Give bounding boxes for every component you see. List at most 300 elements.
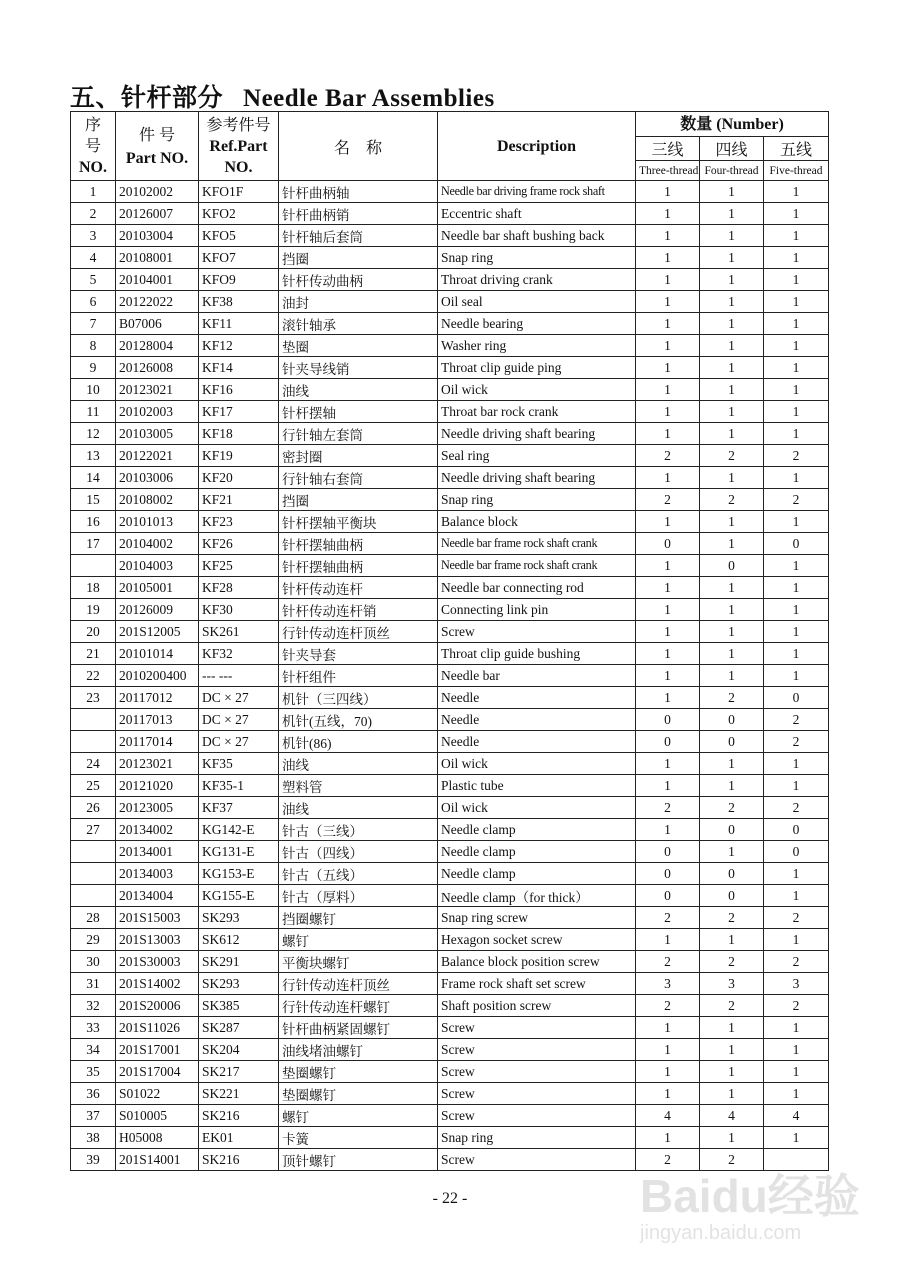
row-no <box>71 555 116 577</box>
qty-four-thread: 1 <box>700 357 764 379</box>
qty-four-thread: 2 <box>700 1149 764 1171</box>
header-ref <box>199 112 279 181</box>
qty-three-thread: 1 <box>636 1127 700 1149</box>
qty-five-thread: 2 <box>764 907 829 929</box>
qty-three-thread: 1 <box>636 775 700 797</box>
part-number: 201S14002 <box>116 973 199 995</box>
row-no: 3 <box>71 225 116 247</box>
name-cn: 针杆轴后套筒 <box>279 225 438 247</box>
table-row <box>71 709 829 731</box>
qty-three-thread: 1 <box>636 401 700 423</box>
description: Oil wick <box>438 753 636 775</box>
row-no: 23 <box>71 687 116 709</box>
qty-five-thread: 1 <box>764 423 829 445</box>
name-cn: 垫圈螺钉 <box>279 1061 438 1083</box>
qty-five-thread: 1 <box>764 291 829 313</box>
name-cn: 针杆传动连杆 <box>279 577 438 599</box>
description: Needle <box>438 709 636 731</box>
ref-part-number: SK204 <box>199 1039 279 1061</box>
row-no: 17 <box>71 533 116 555</box>
table-row <box>71 929 829 951</box>
row-no: 30 <box>71 951 116 973</box>
name-cn: 机针(86) <box>279 731 438 753</box>
header-number: 数量 (Number) <box>636 112 829 137</box>
qty-three-thread: 1 <box>636 291 700 313</box>
header-seq-line: 序 <box>84 116 101 134</box>
description: Screw <box>438 1149 636 1171</box>
row-no: 18 <box>71 577 116 599</box>
qty-three-thread: 0 <box>636 841 700 863</box>
qty-three-thread: 1 <box>636 665 700 687</box>
table-row <box>71 599 829 621</box>
row-no: 2 <box>71 203 116 225</box>
description: Snap ring <box>438 1127 636 1149</box>
qty-three-thread: 1 <box>636 555 700 577</box>
name-cn: 油线 <box>279 379 438 401</box>
table-row <box>71 841 829 863</box>
qty-four-thread: 2 <box>700 445 764 467</box>
ref-part-number: SK287 <box>199 1017 279 1039</box>
table-row <box>71 445 829 467</box>
part-number: 20123021 <box>116 379 199 401</box>
part-number: 201S15003 <box>116 907 199 929</box>
qty-five-thread: 1 <box>764 1061 829 1083</box>
ref-part-number: EK01 <box>199 1127 279 1149</box>
qty-three-thread: 3 <box>636 973 700 995</box>
qty-three-thread: 1 <box>636 1083 700 1105</box>
name-cn: 针夹导线销 <box>279 357 438 379</box>
qty-four-thread: 1 <box>700 247 764 269</box>
ref-part-number: KF12 <box>199 335 279 357</box>
part-number: 201S20006 <box>116 995 199 1017</box>
part-number: 201S13003 <box>116 929 199 951</box>
table-row <box>71 1039 829 1061</box>
qty-five-thread: 2 <box>764 445 829 467</box>
qty-four-thread: 1 <box>700 291 764 313</box>
qty-five-thread: 0 <box>764 841 829 863</box>
ref-part-number: SK216 <box>199 1149 279 1171</box>
part-number: 201S17004 <box>116 1061 199 1083</box>
ref-part-number: KFO7 <box>199 247 279 269</box>
qty-four-thread: 1 <box>700 269 764 291</box>
qty-four-thread: 1 <box>700 511 764 533</box>
description: Needle driving shaft bearing <box>438 467 636 489</box>
qty-five-thread: 2 <box>764 489 829 511</box>
watermark-url: jingyan.baidu.com <box>640 1222 802 1244</box>
row-no: 34 <box>71 1039 116 1061</box>
description: Eccentric shaft <box>438 203 636 225</box>
header-part-line: Part NO. <box>125 149 189 167</box>
part-number: 201S11026 <box>116 1017 199 1039</box>
qty-three-thread: 1 <box>636 1039 700 1061</box>
name-cn: 挡圈螺钉 <box>279 907 438 929</box>
qty-four-thread: 1 <box>700 313 764 335</box>
table-row <box>71 533 829 555</box>
name-cn: 行针传动连杆顶丝 <box>279 621 438 643</box>
ref-part-number: --- --- <box>199 665 279 687</box>
row-no: 32 <box>71 995 116 1017</box>
row-no: 5 <box>71 269 116 291</box>
row-no: 10 <box>71 379 116 401</box>
qty-three-thread: 1 <box>636 247 700 269</box>
name-cn: 针杆摆轴曲柄 <box>279 533 438 555</box>
title-en: Needle Bar Assemblies <box>243 85 495 112</box>
name-cn: 滚针轴承 <box>279 313 438 335</box>
qty-four-thread: 0 <box>700 555 764 577</box>
table-row <box>71 335 829 357</box>
ref-part-number: KG131-E <box>199 841 279 863</box>
qty-five-thread: 0 <box>764 819 829 841</box>
qty-four-thread: 1 <box>700 929 764 951</box>
qty-four-thread: 1 <box>700 335 764 357</box>
table-row <box>71 489 829 511</box>
ref-part-number: KF19 <box>199 445 279 467</box>
description: Needle bearing <box>438 313 636 335</box>
qty-five-thread: 1 <box>764 401 829 423</box>
name-cn: 螺钉 <box>279 929 438 951</box>
qty-three-thread: 1 <box>636 181 700 203</box>
table-row <box>71 885 829 907</box>
part-number: 20104002 <box>116 533 199 555</box>
qty-five-thread: 1 <box>764 555 829 577</box>
table-row <box>71 1083 829 1105</box>
part-number: 20105001 <box>116 577 199 599</box>
ref-part-number: DC × 27 <box>199 731 279 753</box>
table-row <box>71 291 829 313</box>
ref-part-number: KF35 <box>199 753 279 775</box>
qty-four-thread: 1 <box>700 181 764 203</box>
name-cn: 行针轴右套筒 <box>279 467 438 489</box>
watermark-logo: Baidu经验 <box>640 1170 860 1222</box>
qty-five-thread: 1 <box>764 1083 829 1105</box>
part-number: 20126007 <box>116 203 199 225</box>
qty-three-thread: 2 <box>636 907 700 929</box>
qty-five-thread: 1 <box>764 181 829 203</box>
qty-three-thread: 1 <box>636 577 700 599</box>
qty-four-thread: 1 <box>700 401 764 423</box>
name-cn: 油线 <box>279 797 438 819</box>
ref-part-number: KG153-E <box>199 863 279 885</box>
qty-four-thread: 1 <box>700 1039 764 1061</box>
row-no: 16 <box>71 511 116 533</box>
ref-part-number: SK261 <box>199 621 279 643</box>
qty-four-thread: 0 <box>700 885 764 907</box>
qty-five-thread: 1 <box>764 357 829 379</box>
part-number: S010005 <box>116 1105 199 1127</box>
name-cn: 针杆摆轴平衡块 <box>279 511 438 533</box>
part-number: 20108002 <box>116 489 199 511</box>
qty-four-thread: 1 <box>700 577 764 599</box>
qty-three-thread: 0 <box>636 885 700 907</box>
ref-part-number: KG142-E <box>199 819 279 841</box>
part-number: 20117013 <box>116 709 199 731</box>
qty-five-thread: 1 <box>764 1017 829 1039</box>
description: Needle bar connecting rod <box>438 577 636 599</box>
name-cn: 塑料管 <box>279 775 438 797</box>
table-row <box>71 247 829 269</box>
row-no: 37 <box>71 1105 116 1127</box>
qty-three-thread: 1 <box>636 643 700 665</box>
qty-four-thread: 1 <box>700 379 764 401</box>
description: Shaft position screw <box>438 995 636 1017</box>
row-no: 12 <box>71 423 116 445</box>
qty-five-thread: 2 <box>764 951 829 973</box>
header-seq-line: 号 <box>84 137 101 155</box>
qty-three-thread: 2 <box>636 995 700 1017</box>
ref-part-number: KF16 <box>199 379 279 401</box>
table-row <box>71 797 829 819</box>
qty-five-thread: 1 <box>764 511 829 533</box>
part-number: 20134004 <box>116 885 199 907</box>
header-seq-line: NO. <box>79 158 107 176</box>
description: Hexagon socket screw <box>438 929 636 951</box>
name-cn: 密封圈 <box>279 445 438 467</box>
table-row <box>71 775 829 797</box>
row-no: 6 <box>71 291 116 313</box>
qty-three-thread: 0 <box>636 863 700 885</box>
name-cn: 针杆组件 <box>279 665 438 687</box>
name-cn: 针杆曲柄销 <box>279 203 438 225</box>
description: Frame rock shaft set screw <box>438 973 636 995</box>
table-row <box>71 1127 829 1149</box>
ref-part-number: KF35-1 <box>199 775 279 797</box>
table-row <box>71 1017 829 1039</box>
part-number: 20123021 <box>116 753 199 775</box>
qty-three-thread: 2 <box>636 489 700 511</box>
qty-three-thread: 1 <box>636 467 700 489</box>
header-five-cn: 五线 <box>764 137 829 161</box>
qty-three-thread: 1 <box>636 357 700 379</box>
qty-four-thread: 1 <box>700 225 764 247</box>
table-row <box>71 819 829 841</box>
qty-five-thread: 2 <box>764 709 829 731</box>
ref-part-number: SK221 <box>199 1083 279 1105</box>
qty-five-thread: 1 <box>764 643 829 665</box>
table-row <box>71 357 829 379</box>
qty-five-thread: 1 <box>764 379 829 401</box>
name-cn: 垫圈螺钉 <box>279 1083 438 1105</box>
ref-part-number: SK293 <box>199 973 279 995</box>
table-header <box>71 112 829 181</box>
description: Snap ring <box>438 247 636 269</box>
row-no: 25 <box>71 775 116 797</box>
part-number: 20126008 <box>116 357 199 379</box>
name-cn: 行针传动连杆顶丝 <box>279 973 438 995</box>
part-number: 20104001 <box>116 269 199 291</box>
table-row <box>71 1061 829 1083</box>
qty-five-thread: 0 <box>764 687 829 709</box>
qty-five-thread: 2 <box>764 797 829 819</box>
qty-three-thread: 1 <box>636 929 700 951</box>
table-row <box>71 731 829 753</box>
ref-part-number: KF14 <box>199 357 279 379</box>
row-no: 39 <box>71 1149 116 1171</box>
part-number: 20102002 <box>116 181 199 203</box>
qty-four-thread: 3 <box>700 973 764 995</box>
qty-four-thread: 0 <box>700 863 764 885</box>
qty-five-thread: 1 <box>764 577 829 599</box>
qty-three-thread: 0 <box>636 731 700 753</box>
row-no: 22 <box>71 665 116 687</box>
ref-part-number: KF18 <box>199 423 279 445</box>
qty-four-thread: 0 <box>700 819 764 841</box>
description: Balance block <box>438 511 636 533</box>
ref-part-number: KF25 <box>199 555 279 577</box>
row-no: 24 <box>71 753 116 775</box>
name-cn: 针杆曲柄轴 <box>279 181 438 203</box>
row-no: 35 <box>71 1061 116 1083</box>
part-number: 201S14001 <box>116 1149 199 1171</box>
ref-part-number: SK612 <box>199 929 279 951</box>
name-cn: 油封 <box>279 291 438 313</box>
ref-part-number: KFO1F <box>199 181 279 203</box>
part-number: 20117014 <box>116 731 199 753</box>
description: Oil wick <box>438 379 636 401</box>
name-cn: 针杆传动连杆销 <box>279 599 438 621</box>
row-no: 7 <box>71 313 116 335</box>
row-no <box>71 885 116 907</box>
qty-four-thread: 1 <box>700 1061 764 1083</box>
table-row <box>71 1105 829 1127</box>
qty-three-thread: 1 <box>636 753 700 775</box>
part-number: 20123005 <box>116 797 199 819</box>
name-cn: 平衡块螺钉 <box>279 951 438 973</box>
qty-four-thread: 2 <box>700 797 764 819</box>
description: Seal ring <box>438 445 636 467</box>
description: Washer ring <box>438 335 636 357</box>
part-number: 20134002 <box>116 819 199 841</box>
qty-five-thread: 1 <box>764 335 829 357</box>
ref-part-number: KF38 <box>199 291 279 313</box>
header-name-cn: 名 称 <box>279 112 438 181</box>
part-number: 20134001 <box>116 841 199 863</box>
description: Needle clamp <box>438 819 636 841</box>
qty-three-thread: 1 <box>636 599 700 621</box>
qty-four-thread: 2 <box>700 995 764 1017</box>
table-row <box>71 995 829 1017</box>
description: Screw <box>438 621 636 643</box>
qty-five-thread: 1 <box>764 203 829 225</box>
qty-five-thread: 1 <box>764 247 829 269</box>
ref-part-number: KG155-E <box>199 885 279 907</box>
qty-three-thread: 1 <box>636 379 700 401</box>
qty-four-thread: 0 <box>700 731 764 753</box>
description: Screw <box>438 1061 636 1083</box>
name-cn: 行针轴左套筒 <box>279 423 438 445</box>
name-cn: 挡圈 <box>279 247 438 269</box>
table-row <box>71 753 829 775</box>
name-cn: 针古（四线） <box>279 841 438 863</box>
part-number: 20103006 <box>116 467 199 489</box>
description: Screw <box>438 1083 636 1105</box>
name-cn: 油线堵油螺钉 <box>279 1039 438 1061</box>
qty-three-thread: 1 <box>636 621 700 643</box>
ref-part-number: KFO2 <box>199 203 279 225</box>
qty-four-thread: 2 <box>700 951 764 973</box>
name-cn: 顶针螺钉 <box>279 1149 438 1171</box>
part-number: 20101013 <box>116 511 199 533</box>
qty-five-thread: 1 <box>764 225 829 247</box>
name-cn: 油线 <box>279 753 438 775</box>
ref-part-number: KFO9 <box>199 269 279 291</box>
qty-three-thread: 4 <box>636 1105 700 1127</box>
ref-part-number: KF30 <box>199 599 279 621</box>
row-no <box>71 731 116 753</box>
part-number: 20134003 <box>116 863 199 885</box>
header-four-cn: 四线 <box>700 137 764 161</box>
qty-five-thread: 1 <box>764 775 829 797</box>
part-number: B07006 <box>116 313 199 335</box>
part-number: 20102003 <box>116 401 199 423</box>
description: Needle bar frame rock shaft crank <box>438 533 636 555</box>
table-row <box>71 467 829 489</box>
ref-part-number: KF32 <box>199 643 279 665</box>
description: Needle bar <box>438 665 636 687</box>
qty-five-thread: 1 <box>764 313 829 335</box>
part-number: 201S30003 <box>116 951 199 973</box>
description: Snap ring screw <box>438 907 636 929</box>
watermark <box>640 1160 870 1270</box>
qty-three-thread: 1 <box>636 1017 700 1039</box>
part-number: 20108001 <box>116 247 199 269</box>
header-seq <box>71 112 116 181</box>
qty-four-thread: 1 <box>700 775 764 797</box>
ref-part-number: SK217 <box>199 1061 279 1083</box>
row-no: 27 <box>71 819 116 841</box>
name-cn: 螺钉 <box>279 1105 438 1127</box>
part-number: 2010200400 <box>116 665 199 687</box>
part-number: 20104003 <box>116 555 199 577</box>
description: Throat bar rock crank <box>438 401 636 423</box>
qty-five-thread: 1 <box>764 1127 829 1149</box>
qty-three-thread: 1 <box>636 423 700 445</box>
part-number: 20103005 <box>116 423 199 445</box>
ref-part-number: KF28 <box>199 577 279 599</box>
part-number: S01022 <box>116 1083 199 1105</box>
part-number: 20122022 <box>116 291 199 313</box>
ref-part-number: SK385 <box>199 995 279 1017</box>
ref-part-number: KF37 <box>199 797 279 819</box>
qty-three-thread: 1 <box>636 269 700 291</box>
qty-four-thread: 1 <box>700 665 764 687</box>
ref-part-number: DC × 27 <box>199 709 279 731</box>
header-three-en: Three-thread <box>636 161 700 181</box>
qty-three-thread: 1 <box>636 225 700 247</box>
row-no: 33 <box>71 1017 116 1039</box>
name-cn: 针杆传动曲柄 <box>279 269 438 291</box>
row-no: 4 <box>71 247 116 269</box>
table-row <box>71 269 829 291</box>
row-no: 15 <box>71 489 116 511</box>
table-row <box>71 665 829 687</box>
row-no: 11 <box>71 401 116 423</box>
description: Needle <box>438 731 636 753</box>
header-five-en: Five-thread <box>764 161 829 181</box>
qty-three-thread: 1 <box>636 819 700 841</box>
qty-three-thread: 2 <box>636 445 700 467</box>
qty-five-thread: 3 <box>764 973 829 995</box>
name-cn: 针古（厚料） <box>279 885 438 907</box>
ref-part-number: KF21 <box>199 489 279 511</box>
qty-five-thread: 4 <box>764 1105 829 1127</box>
ref-part-number: KF23 <box>199 511 279 533</box>
row-no: 38 <box>71 1127 116 1149</box>
qty-five-thread: 1 <box>764 467 829 489</box>
description: Throat clip guide bushing <box>438 643 636 665</box>
table-row <box>71 511 829 533</box>
page-number: - 22 - <box>432 1190 468 1207</box>
ref-part-number: SK293 <box>199 907 279 929</box>
